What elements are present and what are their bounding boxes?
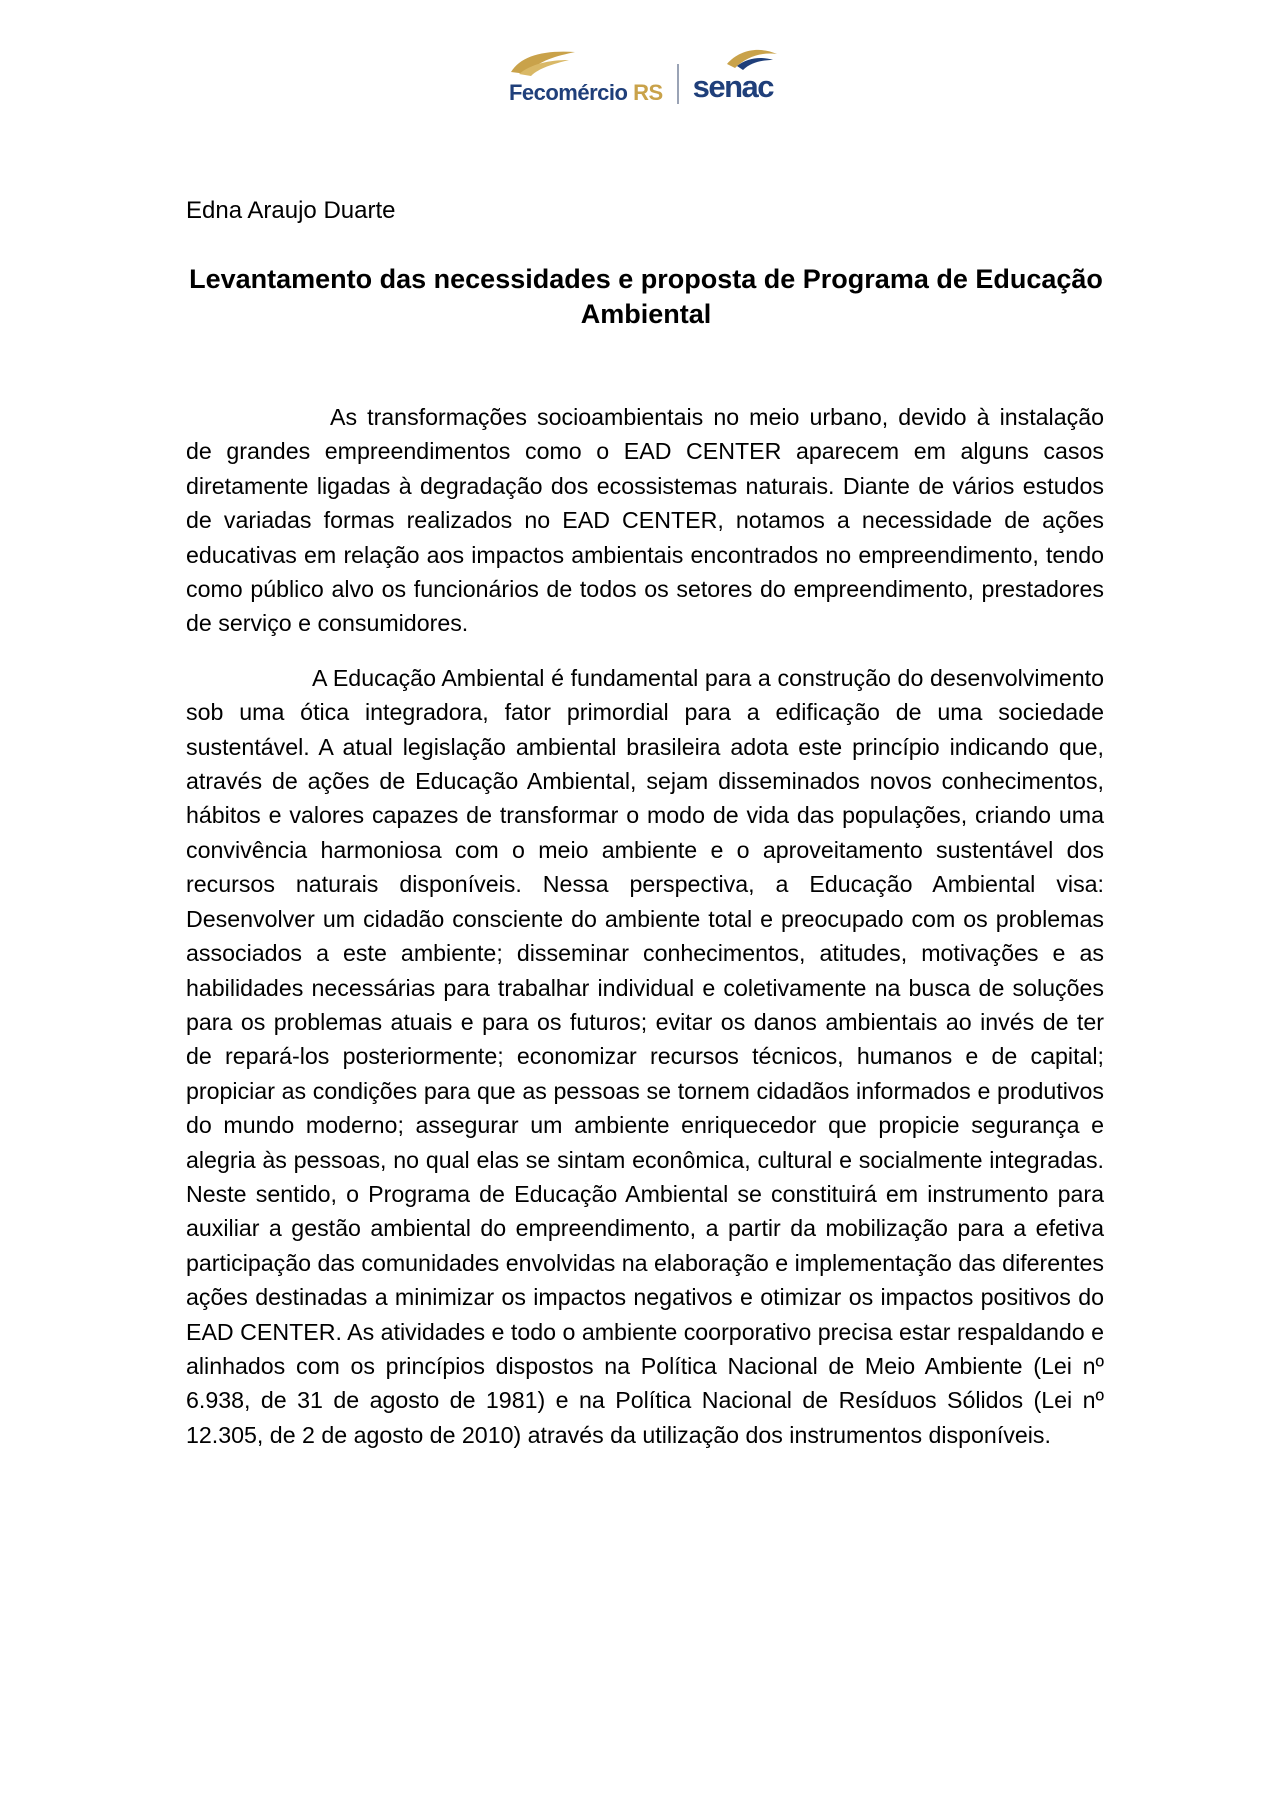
body-paragraph: A Educação Ambiental é fundamental para a construção do desenvolvimento sob uma ótica integradora, fator primordial para a edificação de uma sociedade sustentável. A atual legislação ambiental brasileira adota este princípio indicando que, através de ações de Educação Ambiental, sejam disseminados novos conhecimentos, hábitos e valores capazes de transformar o modo de vida das populações, criando uma convivência harmoniosa com o meio ambiente e o aproveitamento sustentável dos recursos naturais disponíveis. Nessa perspectiva, a Educação Ambiental visa: Desenvolver um cidadão consciente do ambiente total e preocupado com os problemas associados a este ambiente; disseminar conhecimentos, atitudes, motivações e as habilidades necessárias para trabalhar individual e coletivamente na busca de soluções para os problemas atuais e para os futuros; evitar os danos ambientais ao invés de ter de repará-los posteriormente; economizar recursos técnicos, humanos e de capital; propiciar as condições para que as pessoas se tornem cidadãos informados e produtivos do mundo moderno; assegurar um ambiente enriquecedor que propicie segurança e alegria às pessoas, no qual elas se sintam econômica, cultural e socialmente integradas. Neste sentido, o Programa de Educação Ambiental se constituirá em instrumento para auxiliar a gestão ambiental do empreendimento, a partir da mobilização para a efetiva participação das comunidades envolvidas na elaboração e implementação das diferentes ações destinadas a minimizar os impactos negativos e otimizar os impactos positivos do EAD CENTER. As atividades e todo o ambiente coorporativo precisa estar respaldando e alinhados com os princípios dispostos na Política Nacional de Meio Ambiente (Lei nº 6.938, de 31 de agosto de 1981) e na Política Nacional de Resíduos Sólidos (Lei nº 12.305, de 2 de agosto de 2010) através da utilização dos instrumentos disponíveis. [186,664,1104,1448]
senac-logo [693,44,773,106]
logo-divider [677,64,679,104]
fecomercio-logo-text: Fecomércio RS [508,80,663,105]
logo-group [507,44,773,106]
page-header [0,40,1280,110]
senac-logo-text: senac [692,69,774,104]
author-name: Edna Araujo Duarte [186,197,396,224]
document-body [186,400,1104,1472]
fecomercio-logo [507,44,663,106]
body-paragraph: As transformações socioambientais no meio urbano, devido à instalação de grandes empreendimentos como o EAD CENTER aparecem em alguns casos diretamente ligadas à degradação dos ecossistemas naturais. Diante de vários estudos de variadas formas realizados no EAD CENTER, notamos a necessidade de ações educativas em relação aos impactos ambientais encontrados no empreendimento, tendo como público alvo os funcionários de todos os setores do empreendimento, prestadores de serviço e consumidores. [186,404,1104,637]
senac-swoosh-icon [723,44,779,70]
document-title: Levantamento das necessidades e proposta de Programa de Educação Ambiental [189,264,1103,329]
fecomercio-wing-icon [509,48,579,78]
